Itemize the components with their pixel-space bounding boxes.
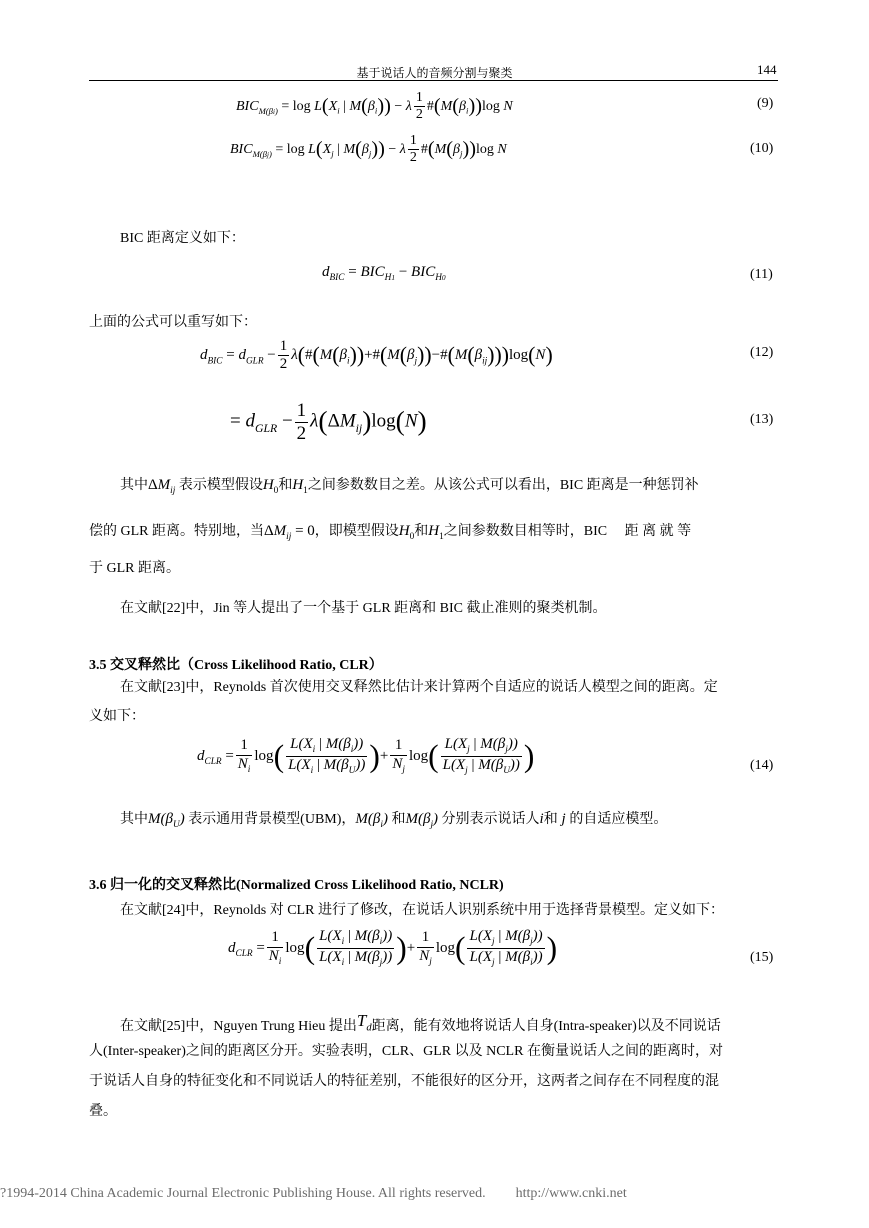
para-delta2-text-a: 偿的 GLR 距离。特别地，当 <box>89 524 264 539</box>
para-nguyen-text-b: 距离，能有效地将说话人自身(Intra-speaker)以及不同说话 <box>371 1019 721 1034</box>
para-ubm-text-e: 和 <box>543 812 558 827</box>
equation-number-13: (13) <box>750 412 774 427</box>
para-delta2-text-b: ，即模型假设 <box>314 524 399 539</box>
para-ubm-text-d: 分别表示说话人 <box>441 812 540 827</box>
para-ubm-text-f: 的自适应模型。 <box>569 812 668 827</box>
para-delta2-text-d: 之间参数数目相等时，BIC 距 离 就 等 <box>443 524 692 539</box>
running-header-title: 基于说话人的音频分割与聚类 <box>356 66 513 80</box>
paragraph-ubm: 其中$M(\beta_U)$ 表示通用背景模型(UBM)，$M(\beta_i)$ 和$M(\beta_j)$ 分别表示说话人i和 j 的自适应模型。 <box>120 811 668 831</box>
paragraph-rewrite: 上面的公式可以重写如下： <box>89 315 257 330</box>
section-heading-3-5: 3.5 交叉释然比（Cross Likelihood Ratio, CLR） <box>89 658 383 673</box>
equation-number-14: (14) <box>750 758 774 773</box>
paragraph-jin: 在文献[22]中，Jin 等人提出了一个基于 GLR 距离和 BIC 截止准则的聚类机制。 <box>120 601 607 616</box>
para-ubm-text-c: 和 <box>391 812 406 827</box>
para-nguyen-text-a: 在文献[25]中，Nguyen Trung Hieu 提出 <box>120 1019 357 1034</box>
paragraph-reynolds-clr-line-1: 在文献[23]中，Reynolds 首次使用交叉释然比估计来计算两个自适应的说话人模型之间的距离。定 <box>120 680 718 695</box>
paragraph-bic-definition: BIC 距离定义如下： <box>120 231 245 246</box>
equation-14: $d_{CLR}$ = $\frac{1}{N_i}$ log( $\frac{L(X_i | M(\beta_i))}{L(X_i | M(\beta_U))}$ )+ $\frac{1}{N_j}$ log( $\frac{L(X_j | M(\beta_j))}{L(X_j | M(\beta_U))}$ ) <box>197 736 535 777</box>
equation-10: $BIC_{M(\beta j)} = \log L(X_j$ | $M(\beta_j)) - \lambda$ $\frac{1}{2}$ $\#(M(\beta_j))\log$ N <box>230 133 507 166</box>
footer-copyright-line <box>0 1186 627 1202</box>
equation-11: $d_{BIC} = BIC_{H1} - BIC_{H0}$ <box>322 264 446 284</box>
equation-number-10: (10) <box>750 141 774 156</box>
equation-13: = $d_{GLR}$ − $\frac{1}{2}$ $\lambda(\Delta M_{ij})\log(N)$ <box>230 400 427 444</box>
paragraph-reynolds-clr-line-2: 义如下： <box>89 709 145 724</box>
footer-copyright: ?1994-2014 China Academic Journal Electronic Publishing House. All rights reserved. <box>0 1186 486 1201</box>
footer-url[interactable]: http://www.cnki.net <box>515 1186 627 1201</box>
paragraph-nguyen-line-3: 于说话人自身的特征变化和不同说话人的特征差别，不能很好的区分开，这两者之间存在不同程度的混 <box>89 1074 719 1089</box>
section-heading-3-6: 3.6 归一化的交叉释然比(Normalized Cross Likelihood Ratio, NCLR) <box>89 878 504 893</box>
equation-number-15: (15) <box>750 950 774 965</box>
paragraph-nguyen-line-2: 人(Inter-speaker)之间的距离区分开。实验表明，CLR、GLR 以及 NCLR 在衡量说话人之间的距离时，对 <box>89 1044 723 1059</box>
paragraph-delta-line-1: 其中$\Delta M_{ij}$ 表示模型假设$H_0$和$H_1$之间参数数目之差。从该公式可以看出，BIC 距离是一种惩罚补 <box>120 477 699 497</box>
page-number: 144 <box>757 62 777 77</box>
paragraph-delta-line-2: 偿的 GLR 距离。特别地，当$\Delta M_{ij} = 0$，即模型假设$H_0$和$H_1$之间参数数目相等时，BIC 距 离 就 等 <box>89 523 692 543</box>
equation-12: $d_{BIC} = d_{GLR}$ − $\frac{1}{2}$ $\lambda(\#(M(\beta_i))+\#(M(\beta_j))-\#(M(\beta_{ij})))\log(N)$ <box>200 338 553 373</box>
para-delta-text-b: 表示模型假设 <box>178 478 263 493</box>
para-ubm-text-a: 其中 <box>120 812 148 827</box>
equation-number-11: (11) <box>750 267 773 282</box>
para-delta2-text-c: 和 <box>414 524 429 539</box>
para-ubm-text-b: 表示通用背景模型(UBM)， <box>188 812 356 827</box>
header-rule <box>89 80 778 81</box>
equation-number-12: (12) <box>750 345 774 360</box>
equation-15: $d_{CLR}$ = $\frac{1}{N_i}$ log( $\frac{L(X_i | M(\beta_i))}{L(X_i | M(\beta_j))}$ )+ $\frac{1}{N_j}$ log( $\frac{L(X_j | M(\beta_j))}{L(X_j | M(\beta_i))}$ ) <box>228 928 558 969</box>
para-delta-text-a: 其中 <box>120 478 148 493</box>
paragraph-nguyen-line-1: 在文献[25]中，Nguyen Trung Hieu 提出$T_d$距离，能有效地将说话人自身(Intra-speaker)以及不同说话 <box>120 1011 721 1034</box>
para-delta-text-d: 之间参数数目之差。从该公式可以看出，BIC 距离是一种惩罚补 <box>307 478 699 493</box>
paragraph-delta-line-3: 于 GLR 距离。 <box>89 561 180 576</box>
equation-number-9: (9) <box>757 96 774 111</box>
paragraph-nguyen-line-4: 叠。 <box>89 1104 117 1119</box>
equation-9: $BIC_{M(\beta i)} = \log L(X_i$ | $M(\beta_i)) - \lambda$ $\frac{1}{2}$ $\#(M(\beta_i))\log$ N <box>236 90 513 123</box>
paragraph-reynolds-nclr: 在文献[24]中，Reynolds 对 CLR 进行了修改，在说话人识别系统中用于选择背景模型。定义如下： <box>120 903 724 918</box>
para-delta-text-c: 和 <box>278 478 293 493</box>
